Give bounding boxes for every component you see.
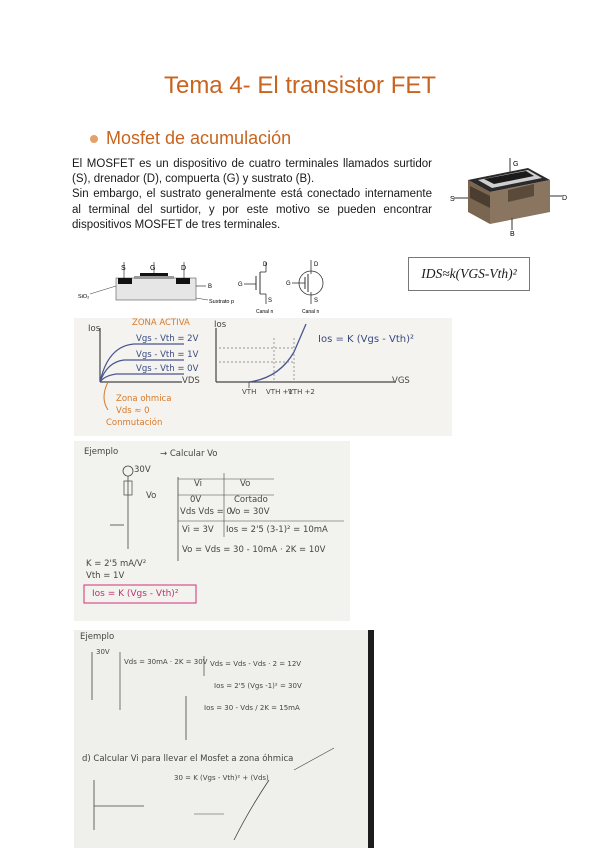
- photo1-ids-axis: Ios: [88, 324, 101, 334]
- photo1-vds-axis: VDS: [182, 376, 200, 386]
- schem-label-g: G: [150, 265, 156, 272]
- section-heading: [90, 128, 291, 149]
- mosfet-symbols: [236, 258, 336, 316]
- paragraph-2: Sin embargo, el sustrato generalmente está conectado internamente al terminal del surtidor, y por este motivo se pueden encontrar dispositivos MOSFET de tres terminales.: [72, 188, 432, 231]
- photo3-line-b2: Ios = 2'5 (Vgs -1)² = 30V: [214, 682, 302, 690]
- photo1-curve-3: Vgs - Vth = 0V: [136, 364, 199, 374]
- photo1-vth-plus2: VTH +2: [288, 388, 315, 396]
- schem-label-s: S: [121, 265, 126, 272]
- bullet-icon: [90, 135, 98, 143]
- photo3-line-b1: Vds = Vds - Vds · 2 = 12V: [210, 660, 302, 668]
- photo2-vth: Vth = 1V: [86, 571, 125, 581]
- photo3-equation: 30 = K (Vgs - Vth)² + (Vds): [174, 774, 269, 782]
- body-text: [72, 157, 432, 233]
- photo3-part-d: d) Calcular Vi para llevar el Mosfet a zona óhmica: [82, 754, 294, 764]
- mosfet-device-illustration: [450, 158, 570, 236]
- formula-text: IDS≈k(VGS-Vth)²: [421, 266, 517, 281]
- schem-label-sio2: SiO₂: [78, 294, 90, 300]
- photo1-vgs-axis: VGS: [392, 376, 410, 386]
- photo3-line-b3: Ios = 30 - Vds / 2K = 15mA: [204, 704, 300, 712]
- photo1-equation: Ios = K (Vgs - Vth)²: [318, 334, 415, 345]
- photo2-row3-b: Ios = 2'5 (3-1)² = 10mA: [226, 525, 328, 535]
- photo2-row2-a: Vds Vds = 0: [180, 507, 232, 517]
- device-label-b: B: [510, 231, 515, 236]
- photo1-zona-activa: ZONA ACTIVA: [132, 318, 190, 328]
- device-label-s: S: [450, 196, 455, 203]
- photo2-row1-b: Cortado: [234, 495, 268, 505]
- photo3-line-a: Vds = 30mA · 2K = 30V: [124, 658, 208, 666]
- symbol-label-d2: D: [314, 262, 319, 268]
- symbol-caption-2: Canal n: [302, 309, 320, 315]
- schem-label-b: B: [208, 284, 213, 290]
- photo2-calcular: → Calcular Vo: [160, 449, 218, 459]
- photo1-curve-1: Vgs - Vth = 2V: [136, 334, 199, 344]
- photo2-k: K = 2'5 mA/V²: [86, 559, 147, 569]
- photo3-ejemplo: Ejemplo: [80, 632, 115, 642]
- schem-label-substrate: Sustrato p: [209, 299, 235, 305]
- page-title: Tema 4- El transistor FET: [163, 72, 437, 99]
- photo2-header-vo: Vo: [240, 479, 251, 489]
- characteristic-curves-photo: [74, 318, 452, 436]
- symbol-label-d1: D: [263, 262, 268, 268]
- photo3-dark-edge: [368, 630, 374, 848]
- symbol-label-g2: G: [286, 281, 291, 287]
- photo1-zona-ohmica: Zona ohmica: [116, 394, 172, 404]
- drain-current-formula: [408, 257, 530, 291]
- paragraph-1: El MOSFET es un dispositivo de cuatro terminales llamados surtidor (S), drenador (D), compuerta (G) y sustrato (B).: [72, 158, 432, 186]
- photo2-row1-a: 0V: [190, 495, 202, 505]
- symbol-label-s2: S: [314, 298, 319, 304]
- photo2-boxed-formula: Ios = K (Vgs - Vth)²: [92, 589, 179, 599]
- device-label-g: G: [513, 161, 519, 168]
- photo1-vds-zero: Vds ≈ 0: [116, 406, 150, 416]
- photo2-vo: Vo: [146, 491, 157, 501]
- photo1-vth: VTH: [242, 388, 257, 396]
- symbol-label-s1: S: [268, 298, 273, 304]
- photo2-ejemplo: Ejemplo: [84, 447, 119, 457]
- section-heading-text: Mosfet de acumulación: [106, 128, 292, 148]
- symbol-label-g1: G: [238, 282, 243, 288]
- photo2-row2-b: Vo = 30V: [230, 507, 270, 517]
- symbol-caption-1: Canal n: [256, 309, 274, 315]
- mosfet-cross-section: [78, 258, 238, 313]
- photo1-ids-axis-right: Ios: [214, 320, 227, 330]
- photo1-conmutacion: Conmutación: [106, 418, 163, 428]
- photo2-row3-a: Vi = 3V: [182, 525, 214, 535]
- photo2-header-vi: Vi: [194, 479, 202, 489]
- schem-label-d: D: [181, 265, 187, 272]
- photo1-vth-plus1: VTH +1: [266, 388, 293, 396]
- example-1-photo: [74, 441, 350, 621]
- photo3-30v: 30V: [96, 648, 110, 656]
- photo2-30v: 30V: [134, 465, 151, 475]
- photo2-row4: Vo = Vds = 30 - 10mA · 2K = 10V: [182, 545, 326, 555]
- photo1-curve-2: Vgs - Vth = 1V: [136, 350, 199, 360]
- example-2-photo: [74, 630, 374, 848]
- device-label-d: D: [562, 195, 568, 202]
